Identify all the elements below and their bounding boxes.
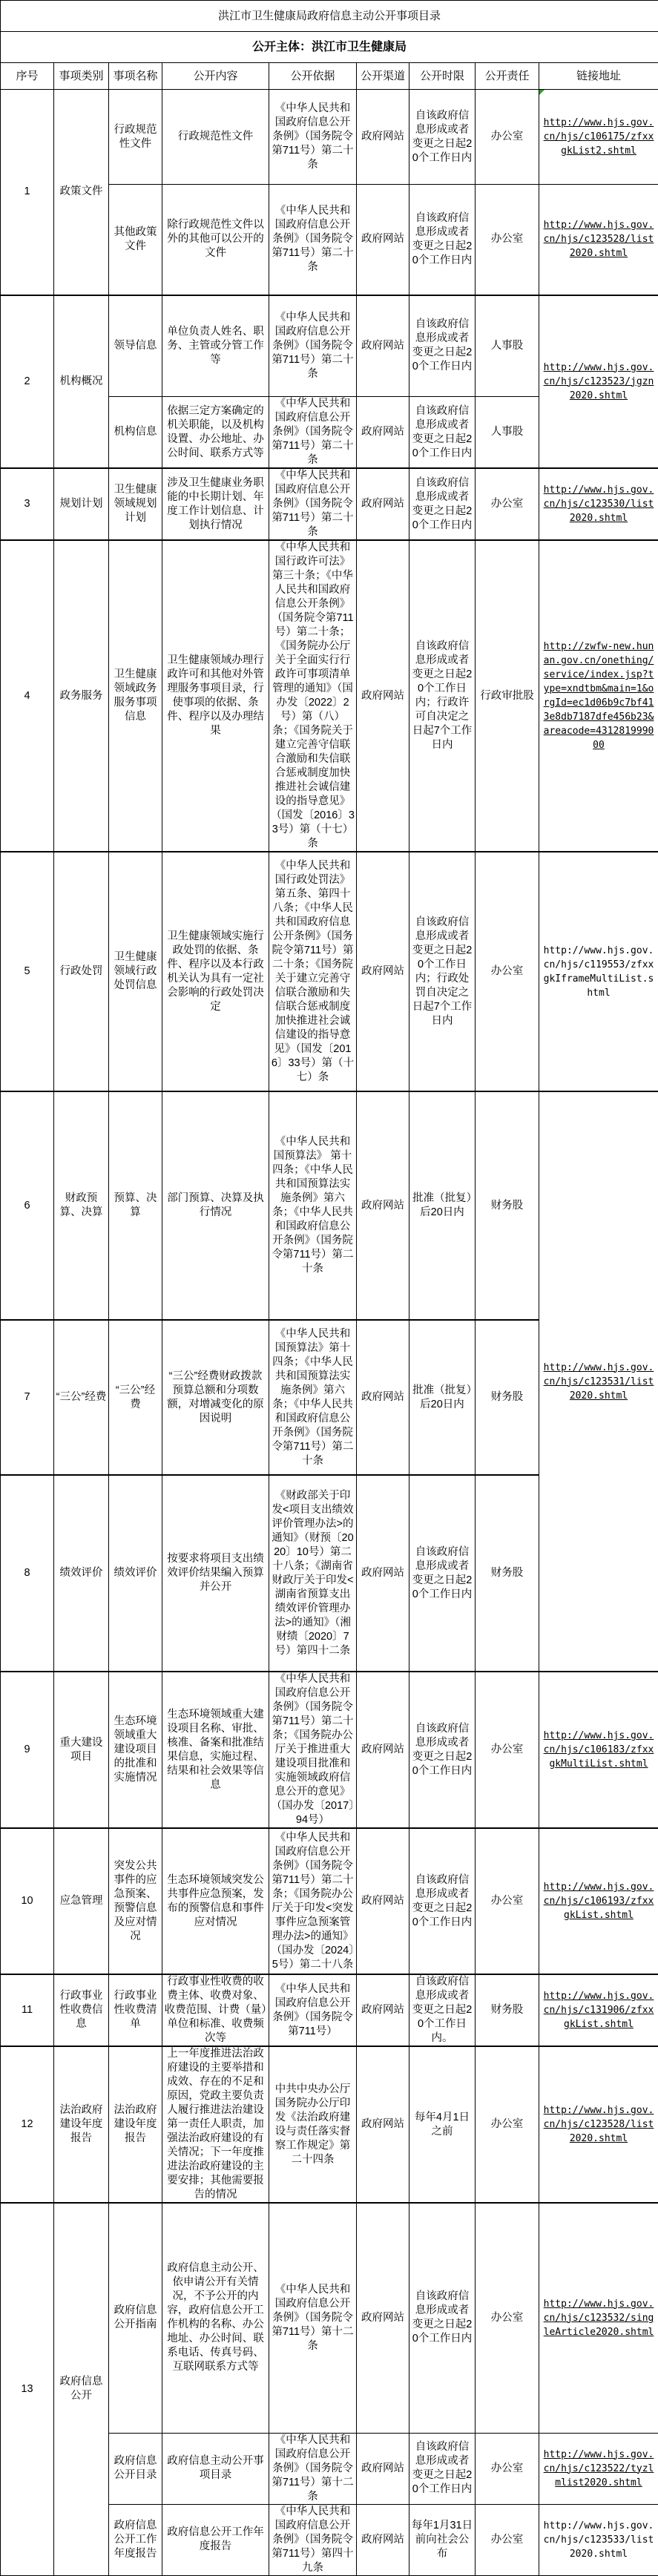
cell-basis: 《中华人民共和国政府信息公开条例》（国务院令第711号）第二十条 bbox=[269, 185, 357, 295]
cell-dept: 财务股 bbox=[476, 1091, 539, 1320]
cell-basis: 《中华人民共和国政府信息公开条例》（国务院令第711号） bbox=[269, 1974, 357, 2046]
cell-category: 规划计划 bbox=[54, 468, 109, 540]
table-header-row bbox=[1, 63, 658, 90]
cell-deadline: 自该政府信息形成或者变更之日起20个工作日内；行政处罚自决定之日起7个工作日内 bbox=[409, 852, 476, 1091]
link-url[interactable]: http://www.hjs.gov.cn/hjs/c123532/singleArticle2020.shtml bbox=[544, 2299, 654, 2338]
table-row bbox=[1, 1672, 658, 1828]
cell-content: “三公”经费财政拨款预算总额和分项数额，对增减变化的原因说明 bbox=[162, 1320, 269, 1475]
cell-channel: 政府网站 bbox=[357, 2433, 409, 2504]
cell-channel: 政府网站 bbox=[357, 295, 409, 397]
cell-seq: 12 bbox=[1, 2046, 54, 2203]
cell-dept: 办公室 bbox=[476, 852, 539, 1091]
cell-dept: 财务股 bbox=[476, 1974, 539, 2046]
cell-deadline: 批准（批复）后20日内 bbox=[409, 1091, 476, 1320]
cell-dept: 办公室 bbox=[476, 468, 539, 540]
cell-content: 除行政规范性文件以外的其他可以公开的文件 bbox=[162, 185, 269, 295]
cell-dept: 办公室 bbox=[476, 1672, 539, 1828]
page-title: 洪江市卫生健康局政府信息主动公开事项目录 bbox=[1, 1, 658, 32]
table-row bbox=[1, 1828, 658, 1974]
cell-content: 行政事业性收费的收费主体、收费对象、收费范围、计费（量）单位和标准、收费频次等 bbox=[162, 1974, 269, 2046]
cell-dept: 财务股 bbox=[476, 1320, 539, 1475]
cell-item-name: 突发公共事件的应急预案、预警信息及应对情况 bbox=[109, 1828, 162, 1974]
cell-link bbox=[539, 185, 658, 295]
cell-deadline: 自该政府信息形成或者变更之日起20个工作日内 bbox=[409, 468, 476, 540]
cell-dept: 办公室 bbox=[476, 1828, 539, 1974]
cell-category: 绩效评价 bbox=[54, 1475, 109, 1672]
cell-link bbox=[539, 468, 658, 540]
cell-link bbox=[539, 1091, 658, 1672]
cell-content: 涉及卫生健康业务职能的中长期计划、年度工作计划信息、计划执行情况 bbox=[162, 468, 269, 540]
excel-error-indicator-icon bbox=[539, 90, 545, 95]
cell-dept: 人事股 bbox=[476, 397, 539, 469]
cell-content: 部门预算、决算及执行情况 bbox=[162, 1091, 269, 1320]
cell-item-name: 绩效评价 bbox=[109, 1475, 162, 1672]
cell-link bbox=[539, 540, 658, 852]
cell-channel: 政府网站 bbox=[357, 540, 409, 852]
cell-item-name: 法治政府建设年度报告 bbox=[109, 2046, 162, 2203]
cell-basis: 《中华人民共和国预算法》 第十四条；《中华人民共和国预算法实施条例》第六条；《中华人民共和国政府信息公开条例》（国务院令第711号）第二十条 bbox=[269, 1091, 357, 1320]
cell-item-name: 行政规范性文件 bbox=[109, 90, 162, 185]
cell-seq: 2 bbox=[1, 295, 54, 469]
cell-channel: 政府网站 bbox=[357, 90, 409, 185]
cell-seq: 9 bbox=[1, 1672, 54, 1828]
col-header-channel: 公开渠道 bbox=[357, 63, 409, 90]
link-url[interactable]: http://www.hjs.gov.cn/hjs/c123530/list2020.shtml bbox=[544, 484, 654, 524]
cell-item-name: 领导信息 bbox=[109, 295, 162, 397]
cell-category: 重大建设项目 bbox=[54, 1672, 109, 1828]
col-header-deadline: 公开时限 bbox=[409, 63, 476, 90]
cell-category: 政务服务 bbox=[54, 540, 109, 852]
cell-item-name: 卫生健康领域行政处罚信息 bbox=[109, 852, 162, 1091]
disclosure-subject: 公开主体：洪江市卫生健康局 bbox=[1, 32, 658, 63]
cell-channel: 政府网站 bbox=[357, 1320, 409, 1475]
cell-dept: 人事股 bbox=[476, 295, 539, 397]
cell-basis: 《中华人民共和国政府信息公开条例》（国务院令第711号）第二十条 bbox=[269, 397, 357, 469]
cell-channel: 政府网站 bbox=[357, 185, 409, 295]
cell-deadline: 每年4月1日之前 bbox=[409, 2046, 476, 2203]
cell-category: 应急管理 bbox=[54, 1828, 109, 1974]
cell-item-name: 机构信息 bbox=[109, 397, 162, 469]
cell-link bbox=[539, 2504, 658, 2575]
table-row bbox=[1, 2203, 658, 2433]
link-url[interactable]: http://zwfw-new.hunan.gov.cn/onething/service/index.jsp?type=xndtbm&main=1&orgId=ec1d06b9c7bf413e8db7187dfe456b23&areacode=431281999000 bbox=[544, 641, 654, 751]
cell-deadline: 自该政府信息形成或者变更之日起20个工作日内 bbox=[409, 2203, 476, 2433]
table-row bbox=[1, 1091, 658, 1320]
cell-channel: 政府网站 bbox=[357, 1091, 409, 1320]
cell-basis: 《中华人民共和国政府信息公开条例》（国务院令第711号）第二十条；《国务院办公厅关于印发<突发事件应急预案管理办法>的通知》（国办发〔2024〕5号）第二十八条 bbox=[269, 1828, 357, 1974]
cell-category: 财政预算、决算 bbox=[54, 1091, 109, 1320]
table-row bbox=[1, 540, 658, 852]
cell-deadline: 自该政府信息形成或者变更之日起20个工作日内 bbox=[409, 295, 476, 397]
link-url[interactable]: http://www.hjs.gov.cn/hjs/c123528/list2020.shtml bbox=[544, 2105, 654, 2144]
link-url[interactable]: http://www.hjs.gov.cn/hjs/c123531/list2020.shtml bbox=[544, 1362, 654, 1402]
cell-seq: 10 bbox=[1, 1828, 54, 1974]
link-url[interactable]: http://www.hjs.gov.cn/hjs/c119553/zfxxgkIframeMultiList.shtml bbox=[544, 945, 654, 999]
cell-seq: 13 bbox=[1, 2203, 54, 2575]
cell-dept: 办公室 bbox=[476, 185, 539, 295]
cell-basis: 《中华人民共和国政府信息公开条例》（国务院令第711号）第十二条 bbox=[269, 2433, 357, 2504]
cell-channel: 政府网站 bbox=[357, 2203, 409, 2433]
cell-channel: 政府网站 bbox=[357, 1828, 409, 1974]
cell-deadline: 自该政府信息形成或者变更之日起20个工作日内 bbox=[409, 1672, 476, 1828]
cell-link bbox=[539, 2203, 658, 2433]
col-header-item-name: 事项名称 bbox=[109, 63, 162, 90]
table-row bbox=[1, 90, 658, 185]
cell-dept: 行政审批股 bbox=[476, 540, 539, 852]
cell-seq: 6 bbox=[1, 1091, 54, 1320]
cell-dept: 办公室 bbox=[476, 2504, 539, 2575]
cell-item-name: 生态环境领域重大建设项目的批准和实施情况 bbox=[109, 1672, 162, 1828]
cell-seq: 1 bbox=[1, 90, 54, 295]
cell-content: 政府信息主动公开事项目录 bbox=[162, 2433, 269, 2504]
cell-channel: 政府网站 bbox=[357, 1475, 409, 1672]
cell-dept: 办公室 bbox=[476, 90, 539, 185]
col-header-link: 链接地址 bbox=[539, 63, 658, 90]
cell-seq: 8 bbox=[1, 1475, 54, 1672]
cell-channel: 政府网站 bbox=[357, 1672, 409, 1828]
cell-category: “三公”经费 bbox=[54, 1320, 109, 1475]
cell-deadline: 自该政府信息形成或者变更之日起20个工作日内 bbox=[409, 1475, 476, 1672]
cell-basis: 《中华人民共和国政府信息公开条例》（国务院令第711号）第二十条；《国务院办公厅关于推进重大建设项目批准和实施领域政府信息公开的意见》（国办发〔2017〕94号） bbox=[269, 1672, 357, 1828]
cell-channel: 政府网站 bbox=[357, 852, 409, 1091]
cell-dept: 办公室 bbox=[476, 2433, 539, 2504]
cell-content: 依据三定方案确定的机关职能，以及机构设置、办公地址、办公时间、联系方式等 bbox=[162, 397, 269, 469]
cell-basis: 《中华人民共和国政府信息公开条例》（国务院令第711号）第十二条 bbox=[269, 2203, 357, 2433]
cell-deadline: 自该政府信息形成或者变更之日起20个工作日内。 bbox=[409, 1974, 476, 2046]
cell-seq: 11 bbox=[1, 1974, 54, 2046]
cell-item-name: 其他政策文件 bbox=[109, 185, 162, 295]
cell-category: 行政处罚 bbox=[54, 852, 109, 1091]
table-row bbox=[1, 852, 658, 1091]
cell-deadline: 自该政府信息形成或者变更之日起20个工作日内 bbox=[409, 185, 476, 295]
cell-dept: 办公室 bbox=[476, 2046, 539, 2203]
cell-link bbox=[539, 90, 658, 185]
table-row bbox=[1, 295, 658, 397]
cell-link bbox=[539, 2433, 658, 2504]
table-row bbox=[1, 1974, 658, 2046]
cell-category: 政策文件 bbox=[54, 90, 109, 295]
cell-link bbox=[539, 2046, 658, 2203]
cell-content: 卫生健康领域实施行政处罚的依据、条件、程序以及本行政机关认为具有一定社会影响的行政处罚决定 bbox=[162, 852, 269, 1091]
cell-deadline: 自该政府信息形成或者变更之日起20个工作日内 bbox=[409, 2433, 476, 2504]
cell-basis: 《中华人民共和国行政处罚法》第五条、第四十八条；《中华人民共和国政府信息公开条例》（国务院令第711号）第二十条；《国务院关于建立完善守信联合激励和失信联合惩戒制度加快推进社会诚信建设的指导意见》（国发〔2016〕33号）第（十七）条 bbox=[269, 852, 357, 1091]
cell-category: 法治政府建设年度报告 bbox=[54, 2046, 109, 2203]
link-url[interactable]: http://www.hjs.gov.cn/hjs/c123522/tyzlmlist2020.shtml bbox=[544, 2449, 654, 2488]
cell-basis: 《中华人民共和国政府信息公开条例》（国务院令第711号）第二十条 bbox=[269, 90, 357, 185]
col-header-no: 序号 bbox=[1, 63, 54, 90]
cell-deadline: 自该政府信息形成或者变更之日起20个工作日内 bbox=[409, 1828, 476, 1974]
table-row bbox=[1, 468, 658, 540]
cell-basis: 《中华人民共和国政府信息公开条例》（国务院令第711号）第二十条 bbox=[269, 468, 357, 540]
cell-item-name: 预算、决算 bbox=[109, 1091, 162, 1320]
cell-content: 卫生健康领域办理行政许可和其他对外管理服务事项目录，行使事项的依据、条件、程序以及办理结果 bbox=[162, 540, 269, 852]
cell-item-name: 行政事业性收费清单 bbox=[109, 1974, 162, 2046]
cell-seq: 7 bbox=[1, 1320, 54, 1475]
cell-link bbox=[539, 1828, 658, 1974]
col-header-responsibility: 公开责任 bbox=[476, 63, 539, 90]
cell-link bbox=[539, 295, 658, 469]
link-url[interactable]: http://www.hjs.gov.cn/hjs/c123523/jgzn2020.shtml bbox=[544, 362, 654, 401]
cell-dept: 财务股 bbox=[476, 1475, 539, 1672]
col-header-category: 事项类别 bbox=[54, 63, 109, 90]
cell-item-name: 卫生健康领域规划计划 bbox=[109, 468, 162, 540]
cell-link bbox=[539, 1672, 658, 1828]
cell-dept: 办公室 bbox=[476, 2203, 539, 2433]
cell-channel: 政府网站 bbox=[357, 1974, 409, 2046]
cell-content: 单位负责人姓名、职务、主管或分管工作等 bbox=[162, 295, 269, 397]
cell-content: 上一年度推进法治政府建设的主要举措和成效、存在的不足和原因，党政主要负责人履行推进法治建设第一责任人职责，加强法治政府建设的有关情况；下一年度推进法治政府建设的主要安排；其他需要报告的情况 bbox=[162, 2046, 269, 2203]
link-url[interactable]: http://www.hjs.gov.cn/hjs/c123533/list2020.shtml bbox=[544, 2520, 654, 2560]
cell-content: 生态环境领域突发公共事件应急预案，发布的预警信息和事件应对情况 bbox=[162, 1828, 269, 1974]
cell-category: 政府信息公开 bbox=[54, 2203, 109, 2575]
cell-channel: 政府网站 bbox=[357, 2504, 409, 2575]
table-row bbox=[1, 2046, 658, 2203]
cell-item-name: “三公”经费 bbox=[109, 1320, 162, 1475]
cell-channel: 政府网站 bbox=[357, 468, 409, 540]
cell-content: 按要求将项目支出绩效评价结果编入预算并公开 bbox=[162, 1475, 269, 1672]
cell-seq: 5 bbox=[1, 852, 54, 1091]
cell-item-name: 政府信息公开目录 bbox=[109, 2433, 162, 2504]
cell-item-name: 政府信息公开指南 bbox=[109, 2203, 162, 2433]
cell-deadline: 自该政府信息形成或者变更之日起20个工作日内 bbox=[409, 90, 476, 185]
cell-basis: 《中华人民共和国政府信息公开条例》（国务院令第711号）第二十条 bbox=[269, 295, 357, 397]
cell-content: 生态环境领域重大建设项目名称、审批、核准、备案和批准结果信息，实施过程、结果和社会效果等信息 bbox=[162, 1672, 269, 1828]
cell-basis: 《中华人民共和国政府信息公开条例》（国务院令第711号）第四十九条 bbox=[269, 2504, 357, 2575]
link-url[interactable]: http://www.hjs.gov.cn/hjs/c106183/zfxxgkMultiList.shtml bbox=[544, 1730, 654, 1770]
cell-link bbox=[539, 1974, 658, 2046]
cell-category: 机构概况 bbox=[54, 295, 109, 469]
link-url[interactable]: http://www.hjs.gov.cn/hjs/c123528/list2020.shtml bbox=[544, 220, 654, 259]
cell-content: 行政规范性文件 bbox=[162, 90, 269, 185]
cell-channel: 政府网站 bbox=[357, 2046, 409, 2203]
cell-seq: 4 bbox=[1, 540, 54, 852]
cell-basis: 《中华人民共和国行政许可法》第三十条；《中华人民共和国政府信息公开条例》（国务院令第711号）第二十条；《国务院办公厅关于全面实行行政许可事项清单管理的通知》（国办发〔2022〕2号）第（八）条；《国务院关于建立完善守信联合激励和失信联合惩戒制度加快推进社会诚信建设的指导意见》（国发〔2016〕33号）第（十七）条 bbox=[269, 540, 357, 852]
cell-seq: 3 bbox=[1, 468, 54, 540]
cell-basis: 中共中央办公厅国务院办公厅印发《法治政府建设与责任落实督察工作规定》第二十四条 bbox=[269, 2046, 357, 2203]
link-url[interactable]: http://www.hjs.gov.cn/hjs/c106175/zfxxgkList2.shtml bbox=[544, 117, 654, 157]
col-header-basis: 公开依据 bbox=[269, 63, 357, 90]
cell-category: 行政事业性收费信息 bbox=[54, 1974, 109, 2046]
cell-basis: 《财政部关于印发<项目支出绩效评价管理办法>的通知》（财预〔2020〕10号）第二十八条；《湖南省财政厅关于印发<湖南省预算支出绩效评价管理办法>的通知》（湘财绩〔2020〕7号）第四十二条 bbox=[269, 1475, 357, 1672]
cell-deadline: 自该政府信息形成或者变更之日起20个工作日内 bbox=[409, 397, 476, 469]
cell-link bbox=[539, 852, 658, 1091]
cell-deadline: 批准（批复）后20日内 bbox=[409, 1320, 476, 1475]
link-url[interactable]: http://www.hjs.gov.cn/hjs/c131906/zfxxgkList.shtml bbox=[544, 1991, 654, 2030]
cell-deadline: 每年1月31日前向社会公布 bbox=[409, 2504, 476, 2575]
cell-content: 政府信息公开工作年度报告 bbox=[162, 2504, 269, 2575]
cell-item-name: 政府信息公开工作年度报告 bbox=[109, 2504, 162, 2575]
cell-content: 政府信息主动公开、依申请公开有关情况，不予公开的内容，政府信息公开工作机构的名称、办公地址、办公时间、联系电话、传真号码、互联网联系方式等 bbox=[162, 2203, 269, 2433]
cell-basis: 《中华人民共和国预算法》第十四条；《中华人民共和国预算法实施条例》第六条；《中华人民共和国政府信息公开条例》（国务院令第711号）第二十条 bbox=[269, 1320, 357, 1475]
cell-channel: 政府网站 bbox=[357, 397, 409, 469]
col-header-content: 公开内容 bbox=[162, 63, 269, 90]
cell-deadline: 自该政府信息形成或者变更之日起20个工作日内；行政许可自决定之日起7个工作日内 bbox=[409, 540, 476, 852]
cell-item-name: 卫生健康领域政务服务事项信息 bbox=[109, 540, 162, 852]
link-url[interactable]: http://www.hjs.gov.cn/hjs/c106193/zfxxgkList.shtml bbox=[544, 1882, 654, 1921]
